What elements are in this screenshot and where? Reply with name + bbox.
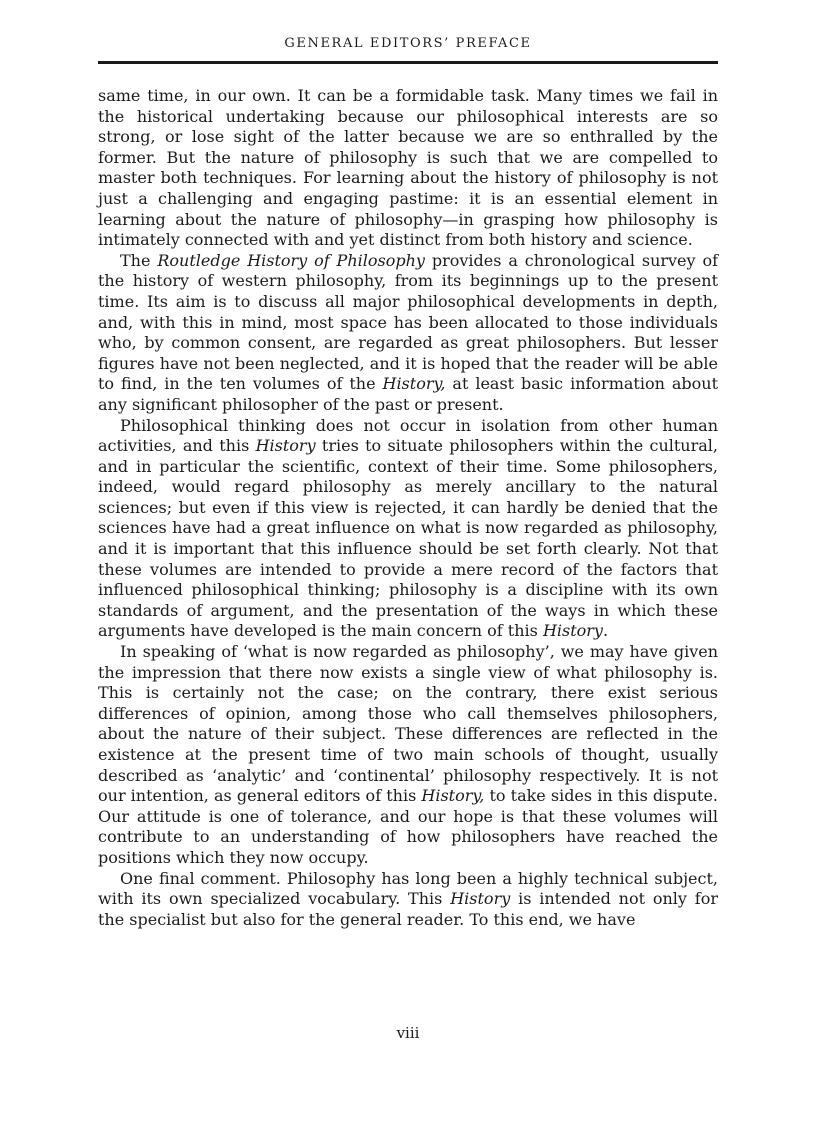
text-segment: same time, in our own. It can be a formidable task. Many times we fail in the historical undertaking because our philosophical interests are so strong, or lose sight of the latter because we are so enthralled by the former. But the nature of philosophy is such that we are compelled to master both techniques. For learning about the history of philosophy is not just a challenging and engaging pastime: it is an essential element in learning about the nature of philosophy—in grasping how philosophy is intimately connected with and yet distinct from both history and science. [98, 86, 718, 250]
italic-text-segment: History [542, 621, 603, 641]
italic-text-segment: History, [421, 786, 485, 806]
text-segment: One final comment. Philosophy has long been a highly technical subject, with its own specialized vocabulary. This [98, 868, 718, 909]
paragraph [98, 416, 718, 643]
text-segment: to take sides in this dispute. Our attitude is one of tolerance, and our hope is that these volumes will contribute to an understanding of how philosophers have reached the positions which they now occupy. [98, 786, 718, 867]
text-segment: tries to situate philosophers within the cultural, and in particular the scientific, context of their time. Some philosophers, indeed, would regard philosophy as merely ancillary to the natural sciences; but even if this view is rejected, it can hardly be denied that the sciences have had a great influence on what is now regarded as philosophy, and it is important that this influence should be set forth clearly. Not that these volumes are intended to provide a mere record of the factors that influenced philosophical thinking; philosophy is a discipline with its own standards of argument, and the presentation of the ways in which these arguments have developed is the main concern of this [98, 436, 718, 641]
paragraph [98, 251, 718, 416]
page-number: viii [396, 1024, 420, 1042]
header-rule [98, 61, 718, 64]
running-head: GENERAL EDITORS’ PREFACE [284, 36, 532, 51]
paragraph [98, 642, 718, 869]
paragraph [98, 869, 718, 931]
text-segment: The [120, 250, 158, 270]
text-segment: at least basic information about any significant philosopher of the past or present. [98, 374, 718, 414]
text-segment: . [602, 621, 609, 641]
text-segment: Philosophical thinking does not occur in isolation from other human activities, and this [98, 415, 718, 456]
text-segment: In speaking of ‘what is now regarded as philosophy’, we may have given the impression that there now exists a single view of what philosophy is. This is certainly not the case; on the contrary, there exist serious differences of opinion, among those who call themselves philosophers, about the nature of their subject. These differences are reflected in the existence at the present time of two main schools of thought, usually described as ‘analytic’ and ‘continental’ philosophy respectively. It is not our intention, as general editors of this [98, 642, 718, 806]
text-segment: is intended not only for the specialist but also for the general reader. To this end, we have [98, 889, 719, 929]
paragraph [98, 86, 718, 251]
text-segment: provides a chronological survey of the history of western philosophy, from its beginnings up to the present time. Its aim is to discuss all major philosophical developments in depth, and, with this in mind, most space has been allocated to those individuals who, by common consent, are regarded as great philosophers. But lesser figures have not been neglected, and it is hoped that the reader will be able to find, in the ten volumes of the [98, 250, 719, 394]
italic-text-segment: Routledge History of Philosophy [157, 250, 425, 270]
italic-text-segment: History, [382, 374, 446, 394]
body-text [98, 86, 718, 930]
italic-text-segment: History [450, 889, 511, 909]
italic-text-segment: History [255, 436, 316, 456]
